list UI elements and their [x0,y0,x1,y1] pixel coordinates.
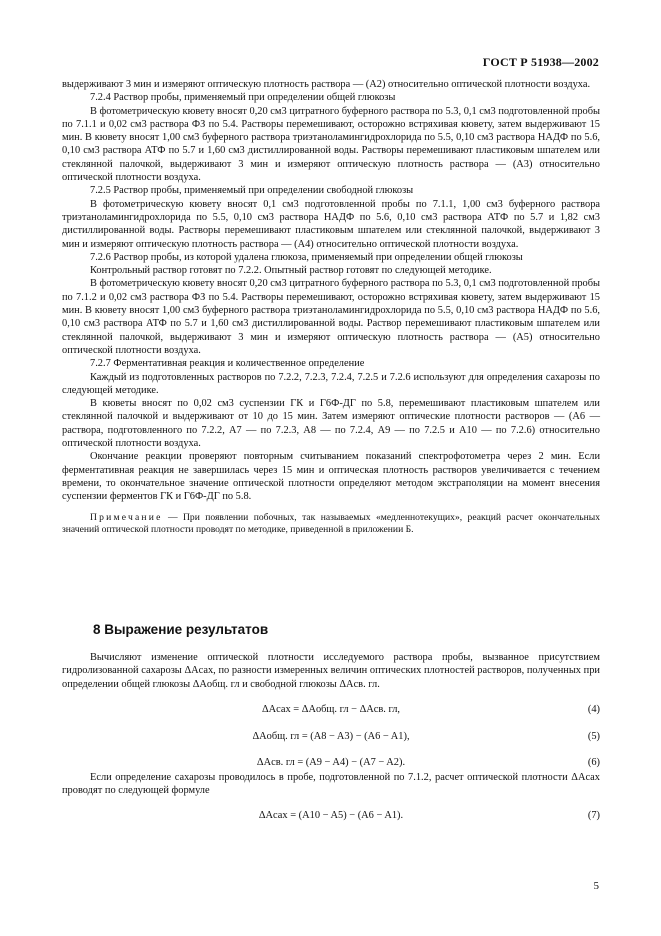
formula-expression: ΔAсв. гл = (A9 − A4) − (A7 − A2). [256,757,406,768]
formula-4 [62,703,600,719]
subsection-heading-7-2-5: 7.2.5 Раствор пробы, применяемый при определении свободной глюкозы [90,185,414,197]
subsection-heading-7-2-4: 7.2.4 Раствор пробы, применяемый при определении общей глюкозы [90,92,396,104]
formula-expression: ΔAсах = ΔAобщ. гл − ΔAсв. гл, [261,704,401,715]
paragraph: Окончание реакции проверяют повторным считыванием показаний спектрофотометра через 2 мин. Если ферментативная реакция не завершилась через 15 мин и оптическая плотность растворов увеличивается с течением времени, то окончательное значение оптической плотности определяют методом экстраполяции на момент внесения суспензии ферментов ГК и Г6Ф-ДГ по 5.8. [62,451,600,503]
document-header: ГОСТ Р 51938—2002 [482,55,599,69]
formula-5 [62,730,600,746]
formula-expression: ΔAобщ. гл = (A8 − A3) − (A6 − A1), [252,731,410,742]
paragraph: В кюветы вносят по 0,02 см3 суспензии ГК и Г6Ф-ДГ по 5.8, перемешивают пластиковым шпателем или стеклянной палочкой и выдерживают от 10 до 15 мин. Затем измеряют оптические плотности растворов — (A6 — раствора, подготовленного по 7.2.2, A7 — по 7.2.3, A8 — по 7.2.4, A9 — по 7.2.5 и A10 — по 7.2.6) относительно оптической плотности воздуха. [62,398,600,450]
paragraph: Контрольный раствор готовят по 7.2.2. Опытный раствор готовят по следующей методике. [90,265,492,277]
note [62,512,600,537]
paragraph: Каждый из подготовленных растворов по 7.2.2, 7.2.3, 7.2.4, 7.2.5 и 7.2.6 используют для определения сахарозы по следующей методике. [62,371,600,396]
body-text [62,78,600,537]
formula-number: (4) [587,704,600,715]
formula-number: (6) [587,757,600,768]
formula-number: (7) [587,810,600,821]
section-intro [62,651,600,691]
subsection-heading-7-2-6: 7.2.6 Раствор пробы, из которой удалена глюкоза, применяемый при определении общей глюкозы [90,251,523,263]
paragraph: выдерживают 3 мин и измеряют оптическую плотность раствора — (A2) относительно оптической плотности воздуха. [62,79,591,90]
section-title: 8 Выражение результатов [93,622,269,637]
section-paragraph [62,771,600,798]
paragraph: В фотометрическую кювету вносят 0,20 см3 цитратного буферного раствора по 5.3, 0,1 см3 подготовленной пробы по 7.1.2 и 0,02 см3 раствора ФЗ по 5.4. Растворы перемешивают, осторожно встряхивая кювету, затем выдерживают 15 мин. В кювету вносят 1,00 см3 буферного раствора триэтаноламингидрохлорида по 5.5, 0,10 см3 раствора НАДФ по 5.6, 0,10 см3 раствора АТФ по 5.7 и 1,60 см3 дистиллированной воды. Раствор перемешивают пластиковым шпателем или стеклянной палочкой, выдерживают 3 мин и измеряют оптическую плотность раствора — (A5) относительно оптической плотности воздуха. [62,278,600,356]
formula-number: (5) [587,731,600,742]
note-text: — При появлении побочных, так называемых «медленнотекущих», реакций расчет окончательных значений оптической плотности проводят по методике, приведенной в приложении Б. [62,511,600,536]
paragraph: В фотометрическую кювету вносят 0,1 см3 подготовленной пробы по 7.1.1, 1,00 см3 буферного раствора триэтаноламингидрохлорида по 5.5, 0,10 см3 раствора НАДФ по 5.6, 0,10 см3 раствора АТФ по 5.7 и 1,82 см3 дистиллированной воды. Растворы перемешивают пластиковым шпателем или стеклянной палочкой, выдерживают 3 мин и измеряют оптическую плотность раствора — (A4) относительно оптической плотности воздуха. [62,198,600,250]
formula-expression: ΔAсах = (A10 − A5) − (A6 − A1). [258,810,404,821]
paragraph: Если определение сахарозы проводилось в пробе, подготовленной по 7.1.2, расчет оптической плотности ΔAсах проводят по следующей формуле [62,772,600,797]
subsection-heading-7-2-7: 7.2.7 Ферментативная реакция и количественное определение [90,358,365,370]
formula-6 [62,756,600,772]
page-number: 5 [593,880,599,892]
note-label: Примечание [90,511,163,523]
formula-7 [62,809,600,825]
paragraph: В фотометрическую кювету вносят 0,20 см3 цитратного буферного раствора по 5.3, 0,1 см3 подготовленной пробы по 7.1.1 и 0,02 см3 раствора ФЗ по 5.4. Растворы перемешивают, осторожно встряхивая кювету, затем выдерживают 15 мин. В кювету вносят 1,00 см3 буферного раствора триэтаноламингидрохлорида по 5.5, 0,10 см3 раствора НАДФ по 5.6, 0,10 см3 раствора АТФ по 5.7 и 1,60 см3 дистиллированной воды. Растворы перемешивают пластиковым шпателем или стеклянной палочкой, выдерживают 3 мин и измеряют оптическую плотность раствора — (A3) относительно оптической плотности воздуха. [62,105,600,184]
paragraph: Вычисляют изменение оптической плотности исследуемого раствора пробы, вызванное присутствием гидролизованной сахарозы ΔAсах, по разности измеренных величин оптических плотностей растворов, полученных при определении общей глюкозы ΔAобщ. гл и свободной глюкозы ΔAсв. гл. [62,652,600,690]
